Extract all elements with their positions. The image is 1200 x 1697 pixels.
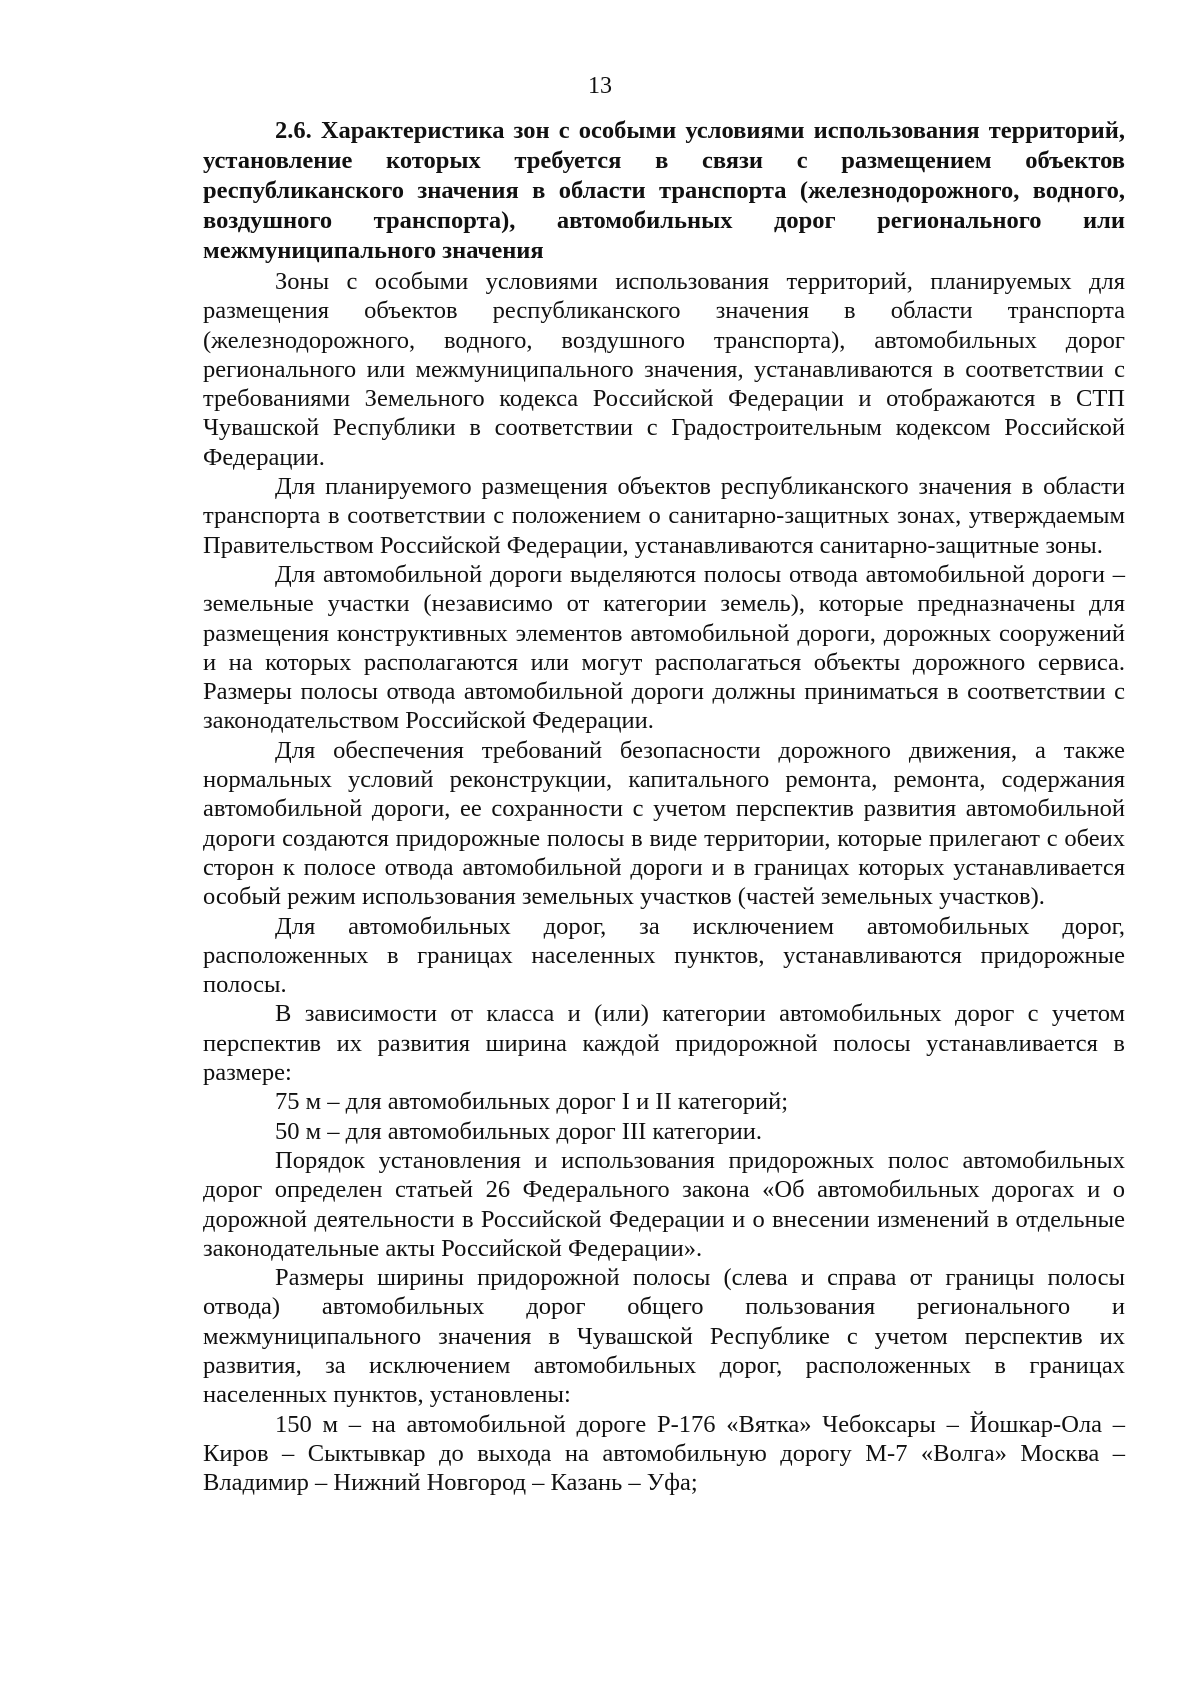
paragraph: В зависимости от класса и (или) категории автомобильных дорог с учетом перспектив их развития ширина каждой придорожной полосы устанавливается в размере: — [203, 1000, 1125, 1087]
list-item: 50 м – для автомобильных дорог III категории. — [275, 1117, 763, 1145]
list-item: 75 м – для автомобильных дорог I и II категорий; — [275, 1088, 789, 1116]
paragraph: Для планируемого размещения объектов республиканского значения в области транспорта в соответствии с положением о санитарно-защитных зонах, утверждаемым Правительством Российской Федерации, устанавливаются санитарно-защитные зоны. — [203, 473, 1125, 559]
page-number: 13 — [588, 73, 612, 99]
paragraph: Зоны с особыми условиями использования территорий, планируемых для размещения объектов республиканского значения в области транспорта (железнодорожного, водного, воздушного транспорта), автомобильных дорог регионального или межмуниципального значения, устанавливаются в соответствии с требованиями Земельного кодекса Российской Федерации и отображаются в СТП Чувашской Республики в соответствии с Градостроительным кодексом Российской Федерации. — [203, 268, 1125, 471]
paragraph: Порядок установления и использования придорожных полос автомобильных дорог определен статьей 26 Федерального закона «Об автомобильных дорогах и о дорожной деятельности в Российской Федерации и о внесении изменений в отдельные законодательные акты Российской Федерации». — [203, 1146, 1125, 1262]
paragraph: Для автомобильной дороги выделяются полосы отвода автомобильной дороги – земельные участки (независимо от категории земель), которые предназначены для размещения конструктивных элементов автомобильной дороги, дорожных сооружений и на которых располагаются или могут располагаться объекты дорожного сервиса. Размеры полосы отвода автомобильной дороги должны приниматься в соответствии с законодательством Российской Федерации. — [203, 560, 1125, 735]
paragraph: Для автомобильных дорог, за исключением автомобильных дорог, расположенных в границах населенных пунктов, устанавливаются придорожные полосы. — [203, 912, 1125, 999]
section-heading: 2.6. Характеристика зон с особыми условиями использования территорий, установление которых требуется в связи с размещением объектов республиканского значения в области транспорта (железнодорожного, водного, воздушного транспорта), автомобильных дорог регионального или межмуниципального значения — [203, 117, 1125, 264]
paragraph: Размеры ширины придорожной полосы (слева и справа от границы полосы отвода) автомобильных дорог общего пользования регионального и межмуниципального значения в Чувашской Республике с учетом перспектив их развития, за исключением автомобильных дорог, расположенных в границах населенных пунктов, установлены: — [203, 1264, 1125, 1409]
document-body — [203, 116, 1125, 1497]
paragraph: Для обеспечения требований безопасности дорожного движения, а также нормальных условий реконструкции, капитального ремонта, ремонта, содержания автомобильной дороги, ее сохранности с учетом перспектив развития автомобильной дороги создаются придорожные полосы в виде территории, которые прилегают с обеих сторон к полосе отвода автомобильной дороги и в границах которых устанавливается особый режим использования земельных участков (частей земельных участков). — [203, 736, 1125, 911]
list-item: 150 м – на автомобильной дороге Р-176 «Вятка» Чебоксары – Йошкар-Ола – Киров – Сыктывкар до выхода на автомобильную дорогу М-7 «Волга» Москва – Владимир – Нижний Новгород – Казань – Уфа; — [203, 1410, 1125, 1497]
body-text — [203, 267, 1125, 1497]
